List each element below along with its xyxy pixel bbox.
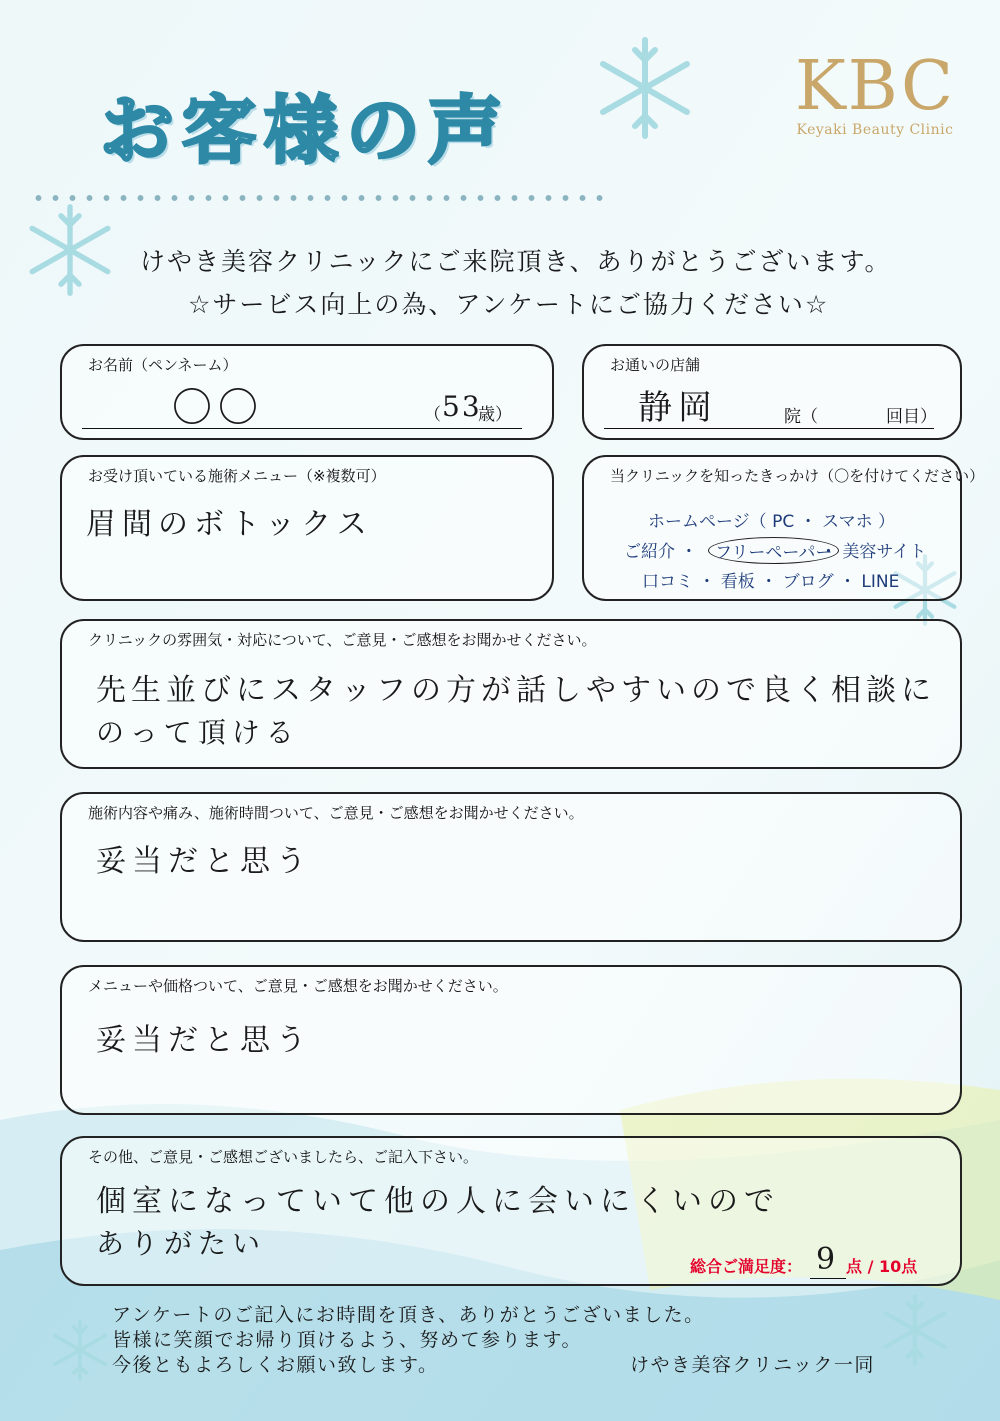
other-answer-line2: ありがたい [96,1227,267,1260]
satisfaction-score: 9 [816,1242,836,1277]
atmosphere-box [60,619,962,769]
age-suffix: 歳） [478,405,512,425]
clinic-value: 静岡 [638,388,718,428]
price-answer: 妥当だと思う [96,1023,312,1058]
treatment-answer: 妥当だと思う [96,844,312,879]
other-answer-line1: 個室になっていて他の人に会いにくいので [96,1184,780,1219]
price-box [60,965,962,1115]
source-option-freepaper-circled: フリーペーパー [708,537,839,564]
name-underline [82,428,522,429]
satisfaction-unit: 点 / 10点 [846,1257,918,1276]
request-line: ☆サービス向上の為、アンケートにご協力ください☆ [188,290,830,319]
clinic-suffix: 院（ 回目） [784,407,937,427]
source-row-referral: ご紹介 ・ [624,542,698,562]
name-box [60,344,554,440]
source-row-beauty-site: ・ 美容サイト [820,542,927,562]
clinic-logo [790,47,960,138]
satisfaction-label: 総合ご満足度： [690,1257,803,1276]
score-underline [810,1278,846,1279]
greeting-line: けやき美容クリニックにご来院頂き、ありがとうございます。 [140,247,892,276]
source-label: 当クリニックを知ったきっかけ（〇を付けてください） [610,467,985,485]
atmosphere-answer-line1: 先生並びにスタッフの方が話しやすいので良く相談に [96,673,936,708]
atmosphere-label: クリニックの雰囲気・対応について、ご意見・ご感想をお聞かせください。 [88,631,597,649]
price-label: メニューや価格ついて、ご意見・ご感想をお聞かせください。 [88,977,508,995]
treatment-box [60,792,962,942]
dotted-divider [30,190,610,206]
logo-mark: KBC [794,47,956,126]
other-box [60,1136,962,1286]
name-value: 〇〇 [172,385,264,431]
page-title: お客様の声 [100,88,510,174]
name-label: お名前（ペンネーム） [88,356,238,374]
atmosphere-answer-line2: のって頂ける [96,716,300,749]
source-box [582,455,985,601]
menu-value: 眉間のボトックス [86,507,373,542]
footer-thanks: アンケートのご記入にお時間を頂き、ありがとうございました。 [112,1304,705,1326]
footer-signature: けやき美容クリニック一同 [630,1354,875,1376]
menu-box [60,455,554,601]
treatment-label: 施術内容や痛み、施術時間ついて、ご意見・ご感想をお聞かせください。 [88,804,584,822]
other-label: その他、ご意見・ご感想ございましたら、ご記入下さい。 [88,1148,479,1166]
clinic-box [582,344,962,440]
footer-commitment: 皆様に笑顔でお帰り頂けるよう、努めて参ります。 [112,1329,582,1351]
menu-label: お受け頂いている施術メニュー（※複数可） [88,467,386,485]
source-row-homepage: ホームページ（ PC ・ スマホ ） [648,512,896,532]
age-value: 53 [442,390,482,423]
clinic-label: お通いの店舗 [610,356,701,374]
logo-subtitle: Keyaki Beauty Clinic [796,122,954,138]
footer-regards: 今後ともよろしくお願い致します。 [112,1354,439,1376]
clinic-underline [604,428,934,429]
source-row-wordofmouth: 口コミ ・ 看板 ・ ブログ ・ LINE [642,572,900,592]
age-open: （ [424,405,441,425]
